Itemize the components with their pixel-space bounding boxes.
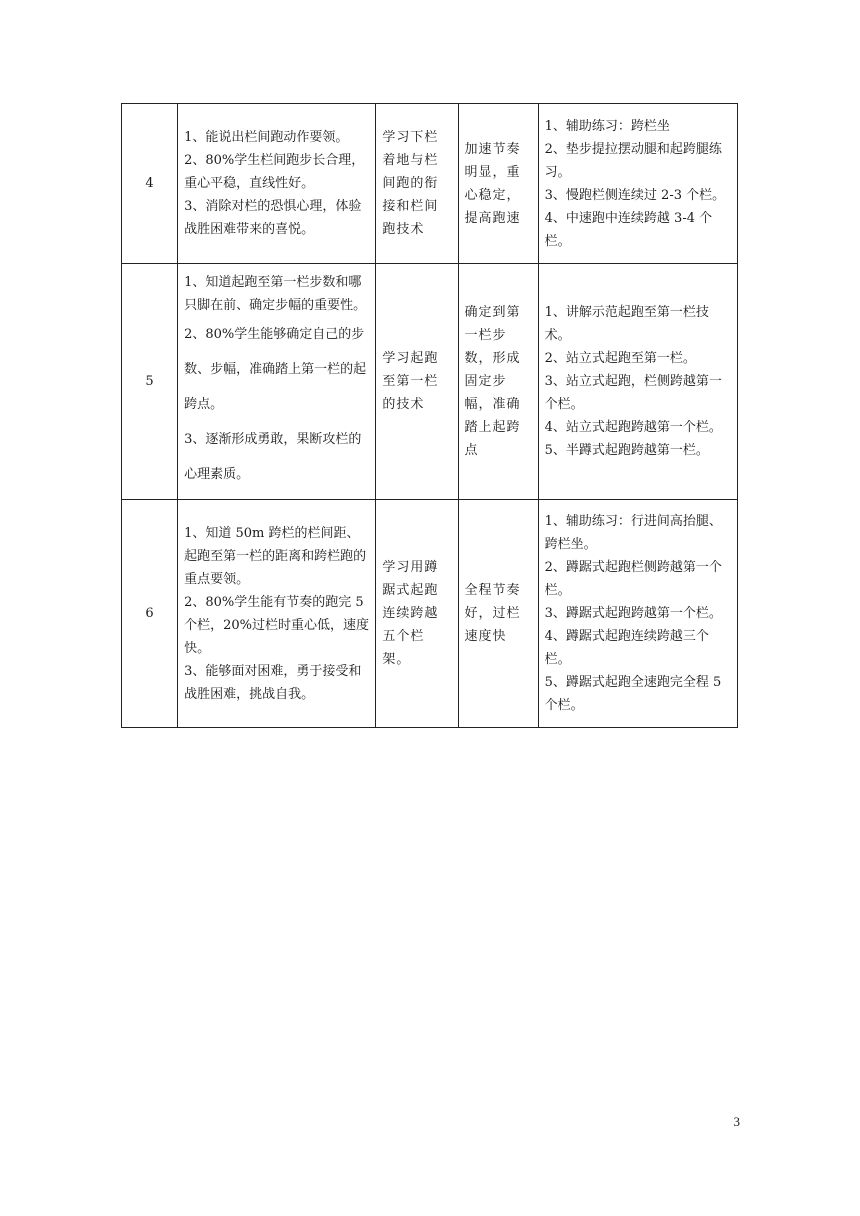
goal-item: 2、80%学生能够确定自己的步数、步幅，准确踏上第一栏的起跨点。: [184, 327, 367, 412]
goal-item: 3、逐渐形成勇敢，果断攻栏的心理素质。: [184, 432, 362, 482]
method-item: 4、中速跑中连续跨越 3-4 个栏。: [544, 210, 713, 249]
goal-item: 1、知道 50m 跨栏的栏间距、起跑至第一栏的距离和跨栏跑的重点要领。: [184, 525, 367, 587]
lesson-key-point: 确定到第一栏步数，形成固定步幅，准确踏上起跨点: [458, 264, 538, 500]
method-item: 2、站立式起跑至第一栏。: [544, 351, 696, 366]
table-row: [122, 264, 738, 500]
method-item: 5、蹲踞式起跑全速跑完全程 5 个栏。: [544, 675, 722, 713]
page-number: 3: [733, 1114, 740, 1129]
lesson-methods: [538, 264, 737, 500]
method-item: 1、辅助练习：行进间高抬腿、跨栏坐。: [544, 514, 722, 552]
goal-item: 1、能说出栏间跑动作要领。: [184, 130, 349, 145]
method-item: 3、慢跑栏侧连续过 2-3 个栏。: [544, 187, 726, 203]
lesson-key-point: 全程节奏好，过栏速度快: [458, 500, 538, 728]
lesson-number: 5: [122, 264, 178, 500]
lesson-key-point: 加速节奏明显，重心稳定，提高跑速: [458, 104, 538, 264]
lesson-goals: [178, 264, 376, 500]
method-item: 1、辅助练习：跨栏坐: [544, 118, 670, 134]
method-item: 3、站立式起跑，栏侧跨越第一个栏。: [544, 374, 722, 412]
method-item: 2、蹲踞式起跑栏侧跨越第一个栏。: [544, 560, 722, 598]
lesson-goals: [178, 104, 376, 264]
method-item: 4、蹲踞式起跑连续跨越三个栏。: [544, 629, 709, 667]
table-row: [122, 104, 738, 264]
lesson-number: 4: [122, 104, 178, 264]
method-item: 1、讲解示范起跑至第一栏技术。: [544, 305, 709, 343]
method-item: 2、垫步提拉摆动腿和起跨腿练习。: [544, 141, 722, 180]
method-item: 3、蹲踞式起跑跨越第一个栏。: [544, 606, 722, 621]
lesson-number: 6: [122, 500, 178, 728]
lesson-goals: [178, 500, 376, 728]
goal-item: 2、80%学生能有节奏的跑完 5 个栏，20%过栏时重心低，速度快。: [184, 594, 369, 656]
lesson-content: 学习下栏着地与栏间跑的衔接和栏间跑技术: [376, 104, 458, 264]
goal-item: 3、能够面对困难，勇于接受和战胜困难，挑战自我。: [184, 663, 362, 702]
lesson-content: 学习用蹲踞式起跑连续跨越五个栏架。: [376, 500, 458, 728]
goal-item: 3、消除对栏的恐惧心理，体验战胜困难带来的喜悦。: [184, 199, 362, 237]
method-item: 5、半蹲式起跑跨越第一栏。: [544, 443, 709, 458]
lesson-plan-table: [121, 103, 738, 728]
method-item: 4、站立式起跑跨越第一个栏。: [544, 420, 722, 435]
goal-item: 2、80%学生栏间跑步长合理，重心平稳，直线性好。: [184, 153, 365, 191]
lesson-methods: [538, 500, 737, 728]
lesson-methods: [538, 104, 737, 264]
lesson-content: 学习起跑至第一栏的技术: [376, 264, 458, 500]
goal-item: 1、知道起跑至第一栏步数和哪只脚在前、确定步幅的重要性。: [184, 275, 367, 313]
table-row: [122, 500, 738, 728]
